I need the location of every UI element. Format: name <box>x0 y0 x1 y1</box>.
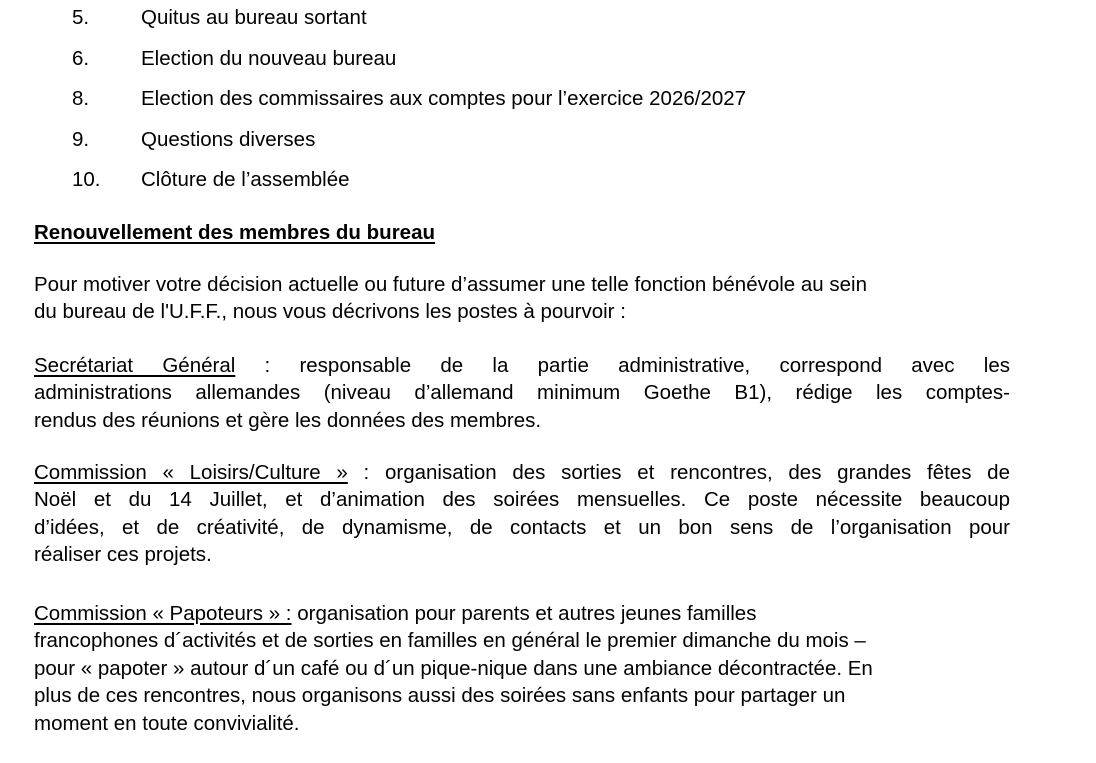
agenda-item-number: 10. <box>72 168 101 191</box>
secretariat-paragraph <box>34 352 1010 434</box>
agenda-item-number: 8. <box>72 87 90 110</box>
secretariat-description-start: : responsable de la partie administrative, correspond avec les <box>235 354 1010 377</box>
paragraph-line: francophones d´activités et de sorties en familles en général le premier dimanche du mois – <box>34 629 866 653</box>
loisirs-paragraph <box>34 459 1010 569</box>
agenda-item-number: 6. <box>72 46 90 70</box>
paragraph-line: administrations allemandes (niveau d’allemand minimum Goethe B1), rédige les comptes- <box>34 381 1010 405</box>
loisirs-description-start: : organisation des sorties et rencontres, des grandes fêtes de <box>347 461 1010 484</box>
paragraph-line <box>34 459 1010 486</box>
intro-paragraph <box>34 271 1010 326</box>
papoteurs-paragraph <box>34 600 1010 737</box>
secretariat-title: Secrétariat Général <box>34 354 236 377</box>
paragraph-line <box>34 352 1010 379</box>
section-heading: Renouvellement des membres du bureau <box>34 221 436 244</box>
paragraph-line: rendus des réunions et gère les données des membres. <box>34 408 542 432</box>
paragraph-line: moment en toute convivialité. <box>34 711 300 735</box>
paragraph-line: Pour motiver votre décision actuelle ou future d’assumer une telle fonction bénévole au sein <box>34 273 868 296</box>
agenda-item-label: Questions diverses <box>141 127 316 151</box>
paragraph-line: réaliser ces projets. <box>34 543 212 567</box>
paragraph-line: plus de ces rencontres, nous organisons aussi des soirées sans enfants pour partager un <box>34 684 846 708</box>
papoteurs-description-start: organisation pour parents et autres jeunes familles <box>291 602 757 625</box>
agenda-item-label: Election du nouveau bureau <box>141 46 397 70</box>
paragraph-line: du bureau de l'U.F.F., nous vous décrivons les postes à pourvoir : <box>34 300 626 324</box>
loisirs-title: Commission « Loisirs/Culture » <box>34 461 348 484</box>
agenda-item-label: Election des commissaires aux comptes pour l’exercice 2026/2027 <box>141 87 747 110</box>
paragraph-line <box>34 600 1010 627</box>
paragraph-line: Noël et du 14 Juillet, et d’animation des soirées mensuelles. Ce poste nécessite beaucoup <box>34 488 1010 512</box>
paragraph-line: d’idées, et de créativité, de dynamisme, de contacts et un bon sens de l’organisation pour <box>34 515 1010 539</box>
agenda-item-number: 9. <box>72 127 90 151</box>
papoteurs-title: Commission « Papoteurs » : <box>34 602 292 625</box>
agenda-item-number: 5. <box>72 6 90 29</box>
agenda-item-label: Clôture de l’assemblée <box>141 168 350 191</box>
paragraph-line: pour « papoter » autour d´un café ou d´un pique-nique dans une ambiance décontractée. En <box>34 656 873 680</box>
agenda-item-label: Quitus au bureau sortant <box>141 6 367 29</box>
